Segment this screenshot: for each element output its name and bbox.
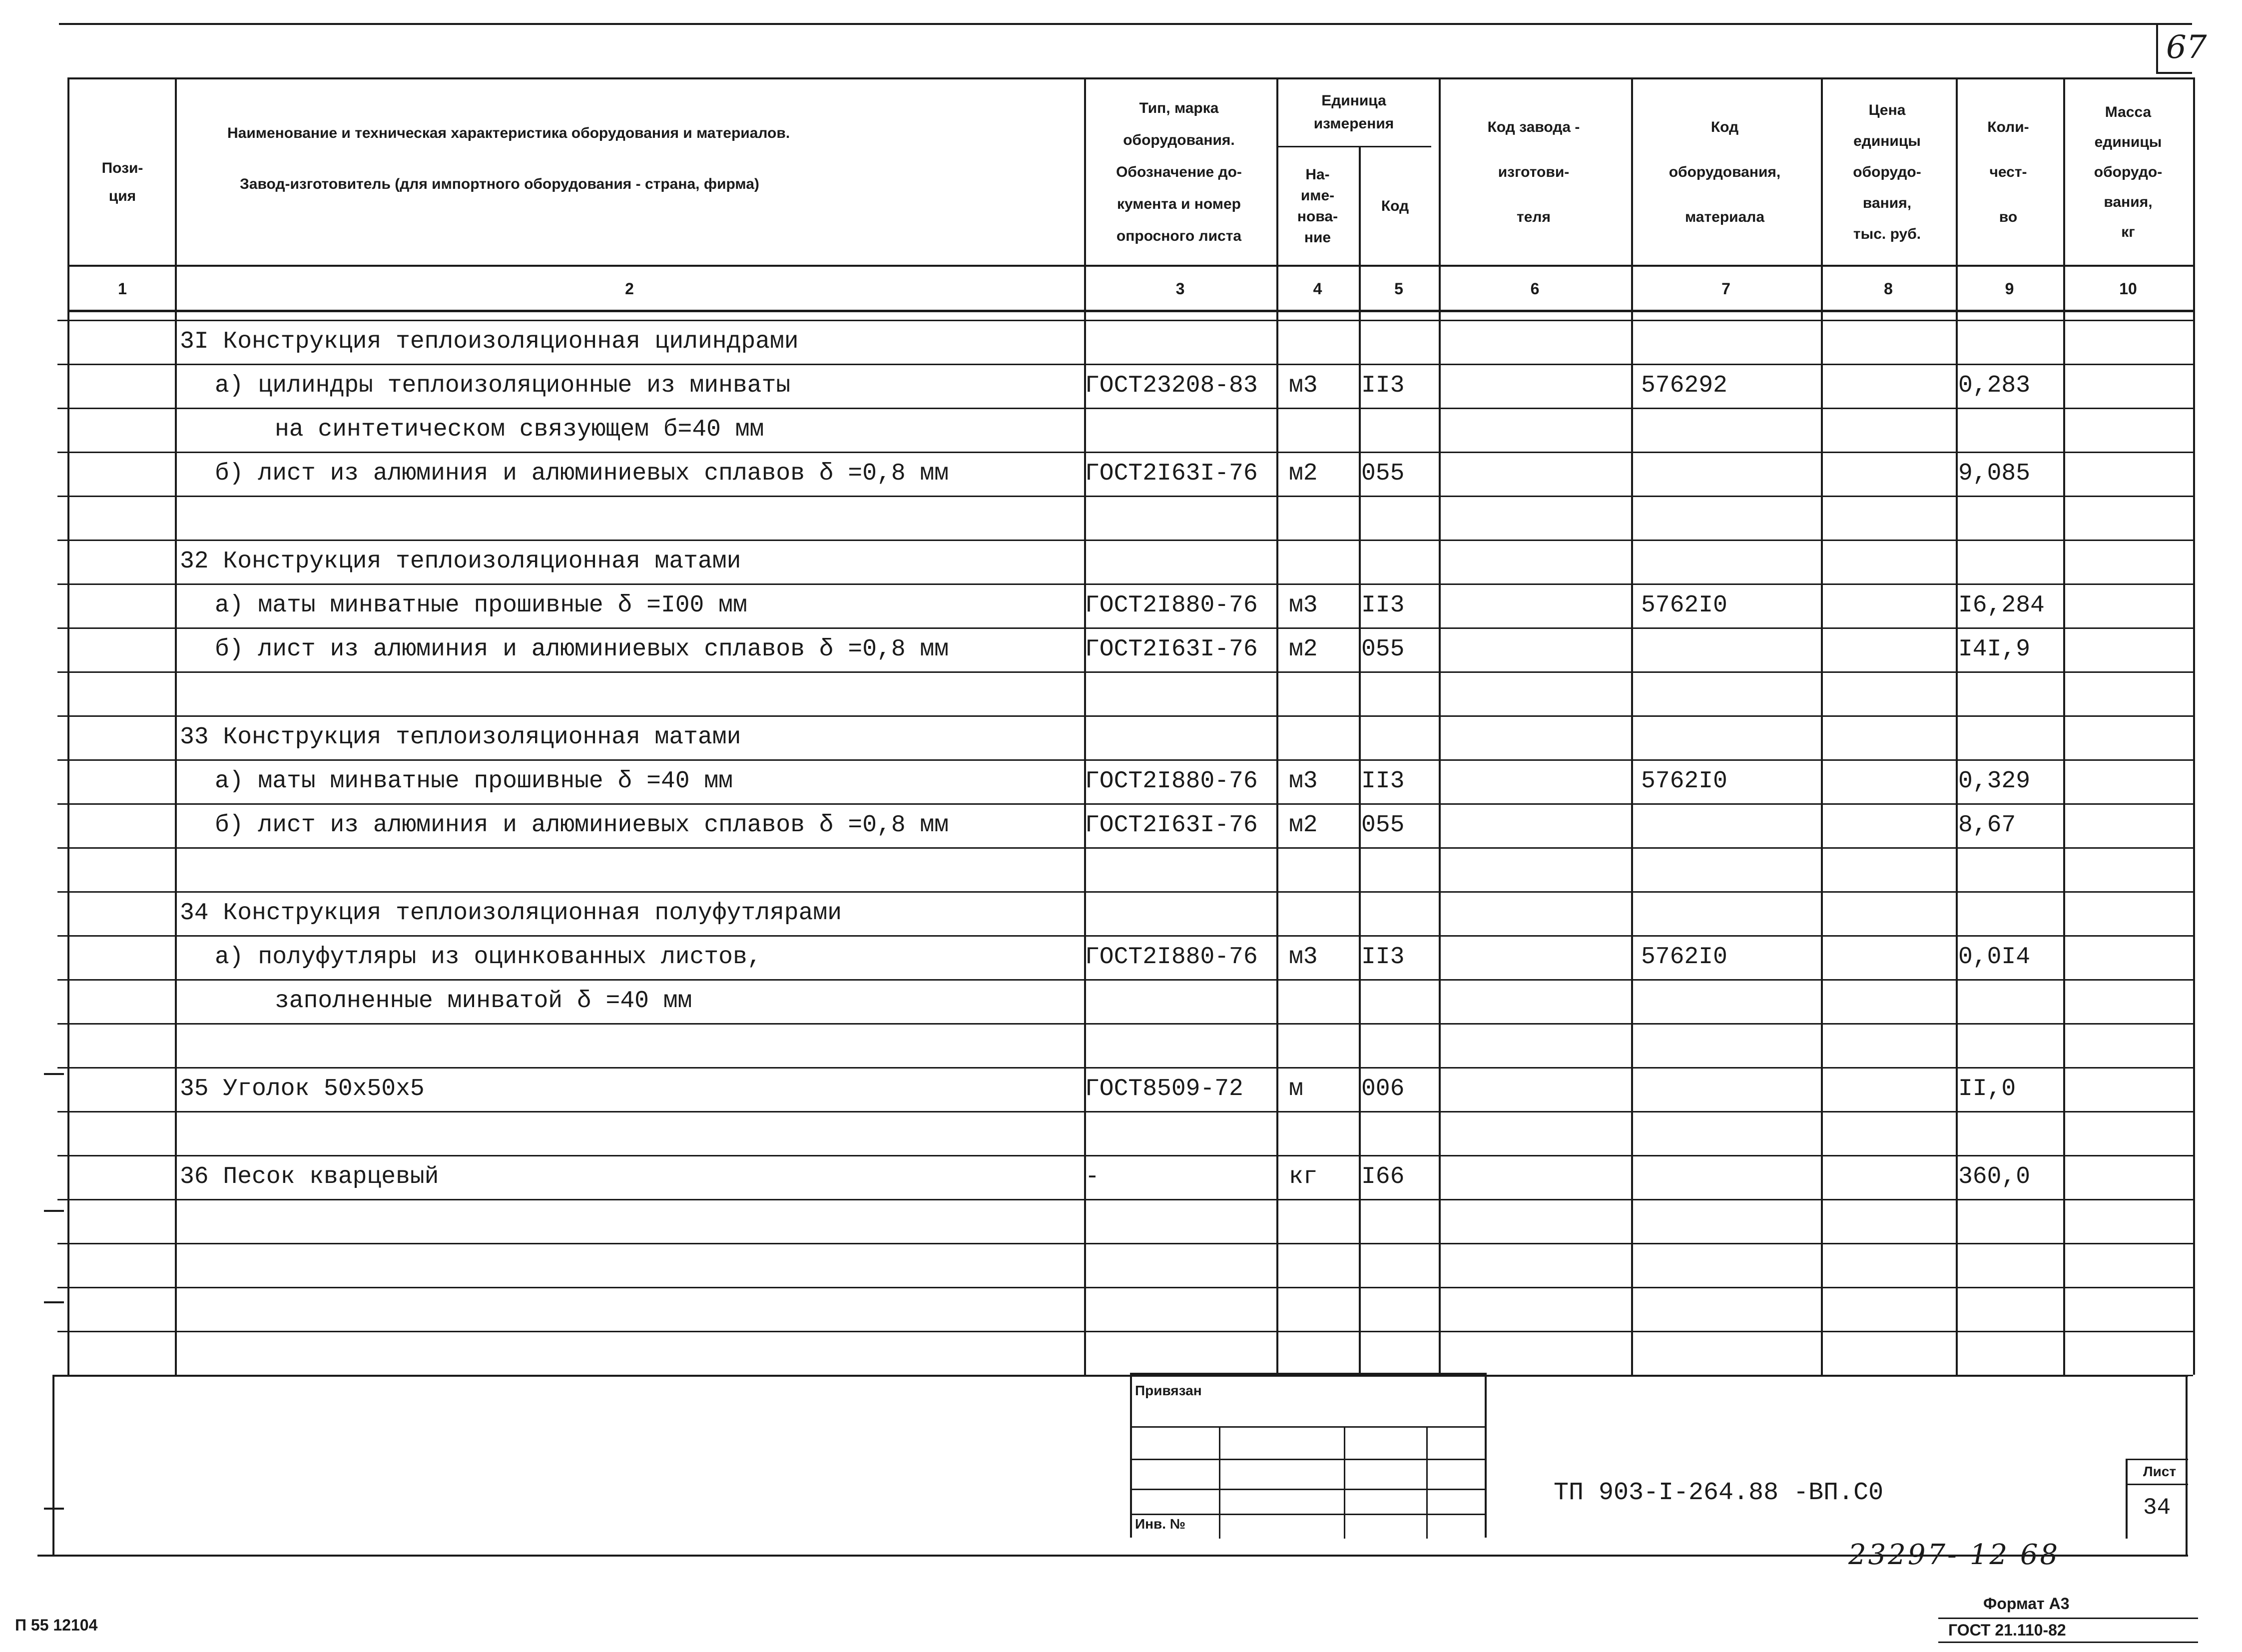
corner-box-left [2156, 23, 2158, 73]
row-name: 3I Конструкция теплоизоляционная цилиндрами [180, 328, 799, 355]
colnum-1: 1 [118, 280, 127, 298]
colnum-bottom-border [67, 310, 2193, 312]
row-name: 33 Конструкция теплоизоляционная матами [180, 724, 741, 751]
stamp-row-rule [1130, 1459, 1485, 1460]
column-rule [2193, 77, 2195, 1375]
column-rule [1631, 77, 1633, 1375]
row-rule [57, 935, 2193, 937]
header-maker-code: Код завода - изготови- теля [1487, 119, 1580, 225]
frame-left [52, 1375, 54, 1555]
row-rule [57, 891, 2193, 893]
colnum-9: 9 [2005, 280, 2014, 298]
colnum-10: 10 [2119, 280, 2137, 298]
row-rule [57, 1287, 2193, 1288]
row-material-code: 5762I0 [1641, 944, 1727, 971]
row-name: заполненные минватой δ =40 мм [275, 988, 692, 1015]
row-quantity: 0,329 [1958, 768, 2031, 795]
row-name: а) цилиндры теплоизоляционные из минваты [215, 372, 791, 399]
row-rule [57, 408, 2193, 409]
stamp-col-rule [1344, 1426, 1345, 1539]
row-doc: ГОСТ23208-83 [1085, 372, 1258, 399]
row-name: 34 Конструкция теплоизоляционная полуфутлярами [180, 900, 842, 927]
row-doc: ГОСТ2I880-76 [1085, 768, 1258, 795]
row-unit: м2 [1289, 460, 1318, 487]
column-rule [67, 77, 69, 1375]
header-bottom-border [67, 265, 2193, 267]
row-name: б) лист из алюминия и алюминиевых сплавов δ =0,8 мм [215, 636, 949, 663]
row-quantity: 8,67 [1958, 812, 2016, 839]
row-unit-code: II3 [1361, 372, 1405, 399]
column-rule [175, 77, 177, 1375]
archive-number: 23297- 12 68 [1848, 1539, 2060, 1571]
row-rule [57, 1155, 2193, 1156]
row-unit-code: 055 [1361, 636, 1405, 663]
row-material-code: 5762I0 [1641, 768, 1727, 795]
footer-rule [1938, 1618, 2198, 1619]
row-unit-code: II3 [1361, 944, 1405, 971]
stamp-box-right [1485, 1373, 1487, 1538]
header-type-doc: Тип, марка оборудования. Обозначение до- кумента и номер опросного листа [1116, 100, 1242, 244]
stamp-row-rule [1130, 1489, 1485, 1490]
sheet-corner-number: 67 [2166, 29, 2207, 66]
row-name: б) лист из алюминия и алюминиевых сплавов δ =0,8 мм [215, 460, 949, 487]
row-rule [57, 847, 2193, 849]
row-unit-code: II3 [1361, 768, 1405, 795]
sheet-box-left [2126, 1459, 2128, 1539]
header-mass: Масса единицы оборудо- вания, кг [2094, 104, 2163, 240]
row-unit: м3 [1289, 592, 1318, 619]
row-name: 32 Конструкция теплоизоляционная матами [180, 548, 741, 575]
row-doc: ГОСТ2I880-76 [1085, 592, 1258, 619]
margin-tick [44, 1301, 64, 1303]
row-quantity: I6,284 [1958, 592, 2045, 619]
footer-left-code: П 55 12104 [15, 1616, 98, 1634]
row-name: а) полуфутляры из оцинкованных листов, [215, 944, 762, 971]
row-rule [57, 671, 2193, 673]
row-name: а) маты минватные прошивные δ =I00 мм [215, 592, 747, 619]
row-name: б) лист из алюминия и алюминиевых сплавов δ =0,8 мм [215, 812, 949, 839]
row-quantity: 0,283 [1958, 372, 2031, 399]
row-rule [57, 715, 2193, 717]
row-name: а) маты минватные прошивные δ =40 мм [215, 768, 733, 795]
stamp-box-left [1130, 1373, 1132, 1538]
stamp-sheet-number: 34 [2143, 1495, 2171, 1521]
row-doc: ГОСТ8509-72 [1085, 1076, 1243, 1102]
footer-standard: ГОСТ 21.110-82 [1948, 1621, 2066, 1639]
colnum-5: 5 [1394, 280, 1403, 298]
row-doc: ГОСТ2I63I-76 [1085, 812, 1258, 839]
column-rule [1276, 77, 1278, 1375]
row-unit: м2 [1289, 812, 1318, 839]
colnum-3: 3 [1175, 280, 1185, 298]
row-rule [57, 627, 2193, 629]
row-rule [57, 1111, 2193, 1112]
stamp-doc-code: ТП 903-I-264.88 -ВП.С0 [1554, 1479, 1884, 1507]
header-price: Цена единицы оборудо- вания, тыс. руб. [1853, 102, 1921, 242]
colnum-8: 8 [1884, 280, 1893, 298]
row-material-code: 576292 [1641, 372, 1727, 399]
header-quantity: Коли- чест- во [1987, 119, 2029, 225]
row-unit-code: I66 [1361, 1163, 1405, 1190]
stamp-row-rule [1130, 1514, 1485, 1515]
row-unit-code: 055 [1361, 812, 1405, 839]
row-unit-code: 055 [1361, 460, 1405, 487]
row-rule [57, 1199, 2193, 1200]
corner-box-bottom [2156, 72, 2192, 74]
stamp-bound-label: Привязан [1135, 1383, 1202, 1398]
row-unit: м3 [1289, 372, 1318, 399]
row-rule [57, 803, 2193, 805]
column-rule [1821, 77, 1823, 1375]
header-material-code: Код оборудования, материала [1669, 119, 1781, 225]
row-unit: м3 [1289, 768, 1318, 795]
stamp-row-rule [1130, 1426, 1485, 1428]
column-rule [1956, 77, 1958, 1375]
column-rule [1439, 77, 1441, 1375]
header-position: Пози- ция [101, 160, 143, 204]
stamp-col-rule [1426, 1426, 1428, 1539]
header-unit-name: На- име- нова- ние [1297, 166, 1338, 246]
column-rule [2063, 77, 2065, 1375]
row-quantity: 0,0I4 [1958, 944, 2031, 971]
margin-tick [44, 1073, 64, 1075]
stamp-sheet-label: Лист [2143, 1464, 2177, 1479]
row-unit-code: II3 [1361, 592, 1405, 619]
row-quantity: 9,085 [1958, 460, 2031, 487]
header-name-line2: Завод-изготовитель (для импортного оборудования - страна, фирма) [240, 176, 759, 192]
row-rule [57, 759, 2193, 761]
row-doc: - [1085, 1163, 1100, 1190]
footer-rule-lower [1938, 1642, 2198, 1643]
sheet-box-mid [2126, 1484, 2188, 1485]
row-quantity: I4I,9 [1958, 636, 2031, 663]
row-doc: ГОСТ2I63I-76 [1085, 460, 1258, 487]
stamp-box-top [1130, 1373, 1485, 1375]
stamp-inv-label: Инв. № [1135, 1516, 1186, 1532]
row-quantity: 360,0 [1958, 1163, 2031, 1190]
row-doc: ГОСТ2I63I-76 [1085, 636, 1258, 663]
header-unit-code: Код [1381, 197, 1409, 214]
margin-tick [44, 1508, 64, 1510]
header-unit-group: Единица измерения [1313, 92, 1394, 132]
row-name: на синтетическом связующем б=40 мм [275, 416, 764, 443]
row-name: 35 Уголок 50х50х5 [180, 1076, 425, 1102]
stamp-col-rule [1219, 1426, 1220, 1539]
row-unit: м2 [1289, 636, 1318, 663]
header-name-line1: Наименование и техническая характеристика оборудования и материалов. [227, 125, 790, 141]
row-rule [57, 320, 2193, 321]
unit-subheader-divider [1276, 146, 1431, 147]
footer-format: Формат А3 [1983, 1595, 2070, 1613]
frame-right [2186, 1375, 2188, 1555]
row-unit: м3 [1289, 944, 1318, 971]
row-rule [57, 1243, 2193, 1244]
row-name: 36 Песок кварцевый [180, 1163, 439, 1190]
margin-tick [44, 1210, 64, 1212]
colnum-2: 2 [625, 280, 634, 298]
row-unit: кг [1289, 1163, 1318, 1190]
row-rule [57, 1067, 2193, 1069]
row-doc: ГОСТ2I880-76 [1085, 944, 1258, 971]
row-rule [57, 1331, 2193, 1332]
row-quantity: II,0 [1958, 1076, 2016, 1102]
row-unit-code: 006 [1361, 1076, 1405, 1102]
row-rule [57, 583, 2193, 585]
row-rule [57, 364, 2193, 365]
row-unit: м [1289, 1076, 1303, 1102]
row-material-code: 5762I0 [1641, 592, 1727, 619]
row-rule [57, 496, 2193, 497]
row-rule [57, 1023, 2193, 1025]
top-rule [59, 23, 2192, 25]
frame-divider [52, 1375, 2188, 1377]
row-rule [57, 452, 2193, 453]
colnum-4: 4 [1313, 280, 1322, 298]
row-rule [57, 979, 2193, 981]
row-rule [57, 540, 2193, 541]
table-top-border [67, 77, 2193, 79]
column-rule [1359, 146, 1361, 1375]
sheet-box-top [2126, 1459, 2188, 1460]
colnum-6: 6 [1530, 280, 1540, 298]
colnum-7: 7 [1721, 280, 1730, 298]
